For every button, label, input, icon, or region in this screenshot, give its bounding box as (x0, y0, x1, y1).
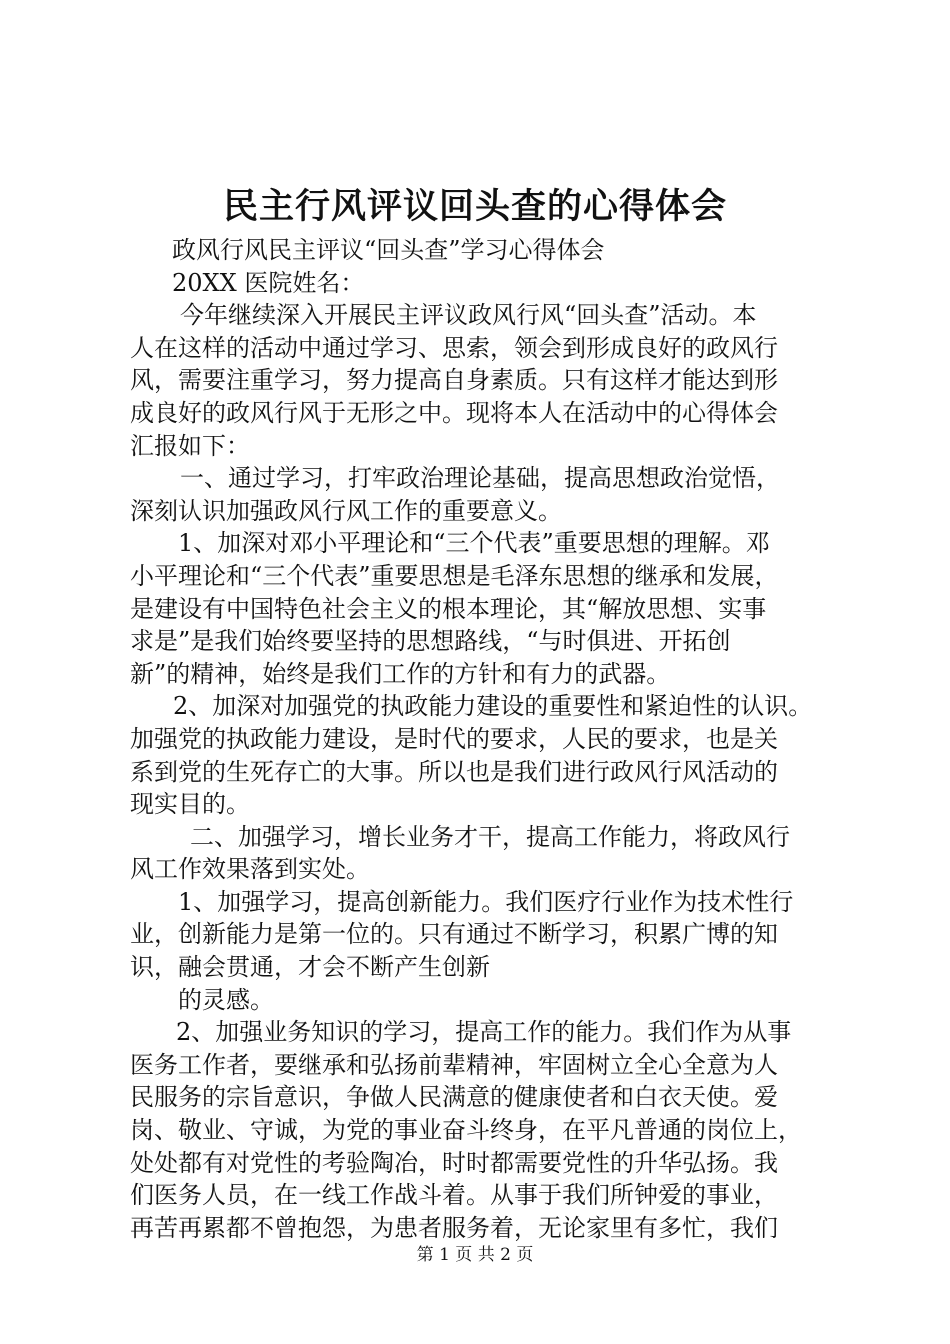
section-heading-line: 一、通过学习，打牢政治理论基础，提高思想政治觉悟， (180, 464, 780, 493)
document-body (130, 234, 842, 1244)
body-line: 们医务人员，在一线工作战斗着。从事于我们所钟爱的事业， (130, 1181, 778, 1210)
body-line: 是建设有中国特色社会主义的根本理论，其“解放思想、实事 (130, 594, 767, 623)
section-heading-line: 深刻认识加强政风行风工作的重要意义。 (130, 496, 562, 525)
body-line: 1、加深对邓小平理论和“三个代表”重要思想的理解。邓 (178, 529, 770, 558)
author-line: 20XX 医院姓名： (172, 268, 365, 297)
body-line: 汇报如下： (130, 431, 250, 460)
subtitle-line: 政风行风民主评议“回头查”学习心得体会 (172, 236, 605, 264)
body-line: 2、加强业务知识的学习，提高工作的能力。我们作为从事 (176, 1018, 792, 1047)
body-line: 岗、敬业、守诚，为党的事业奋斗终身，在平凡普通的岗位上， (130, 1116, 802, 1145)
body-line: 加强党的执政能力建设，是时代的要求，人民的要求，也是关 (130, 724, 778, 753)
section-heading-line: 风工作效果落到实处。 (130, 855, 370, 884)
section-heading-line: 二、加强学习，增长业务才干，提高工作能力，将政风行 (190, 822, 790, 851)
body-line: 民服务的宗旨意识，争做人民满意的健康使者和白衣天使。爱 (130, 1083, 778, 1112)
body-line: 1、加强学习，提高创新能力。我们医疗行业作为技术性行 (178, 887, 794, 916)
body-line: 的灵感。 (178, 985, 274, 1014)
body-line: 再苦再累都不曾抱怨，为患者服务着，无论家里有多忙，我们 (130, 1213, 778, 1242)
body-line: 人在这样的活动中通过学习、思索，领会到形成良好的政风行 (130, 333, 778, 362)
body-line: 小平理论和“三个代表”重要思想是毛泽东思想的继承和发展， (130, 561, 779, 590)
body-line: 成良好的政风行风于无形之中。现将本人在活动中的心得体会 (130, 398, 778, 427)
body-line: 2、加深对加强党的执政能力建设的重要性和紧迫性的认识。 (173, 692, 813, 721)
body-line: 新”的精神，始终是我们工作的方针和有力的武器。 (130, 659, 671, 688)
body-line: 系到党的生死存亡的大事。所以也是我们进行政风行风活动的 (130, 757, 778, 786)
body-line: 识，融会贯通，才会不断产生创新 (130, 953, 490, 982)
body-line: 求是”是我们始终要坚持的思想路线，“与时俱进、开拓创 (130, 627, 731, 656)
body-line: 今年继续深入开展民主评议政风行风“回头查”活动。本 (180, 301, 757, 330)
body-line: 医务工作者，要继承和弘扬前辈精神，牢固树立全心全意为人 (130, 1050, 778, 1079)
document-title: 民主行风评议回头查的心得体会 (222, 186, 727, 227)
body-line: 风，需要注重学习，努力提高自身素质。只有这样才能达到形 (130, 366, 778, 395)
body-line: 现实目的。 (130, 790, 250, 819)
page-number: 第 1 页 共 2 页 (416, 1245, 534, 1265)
body-line: 处处都有对党性的考验陶冶，时时都需要党性的升华弘扬。我 (130, 1148, 778, 1177)
body-line: 业，创新能力是第一位的。只有通过不断学习，积累广博的知 (130, 920, 778, 949)
